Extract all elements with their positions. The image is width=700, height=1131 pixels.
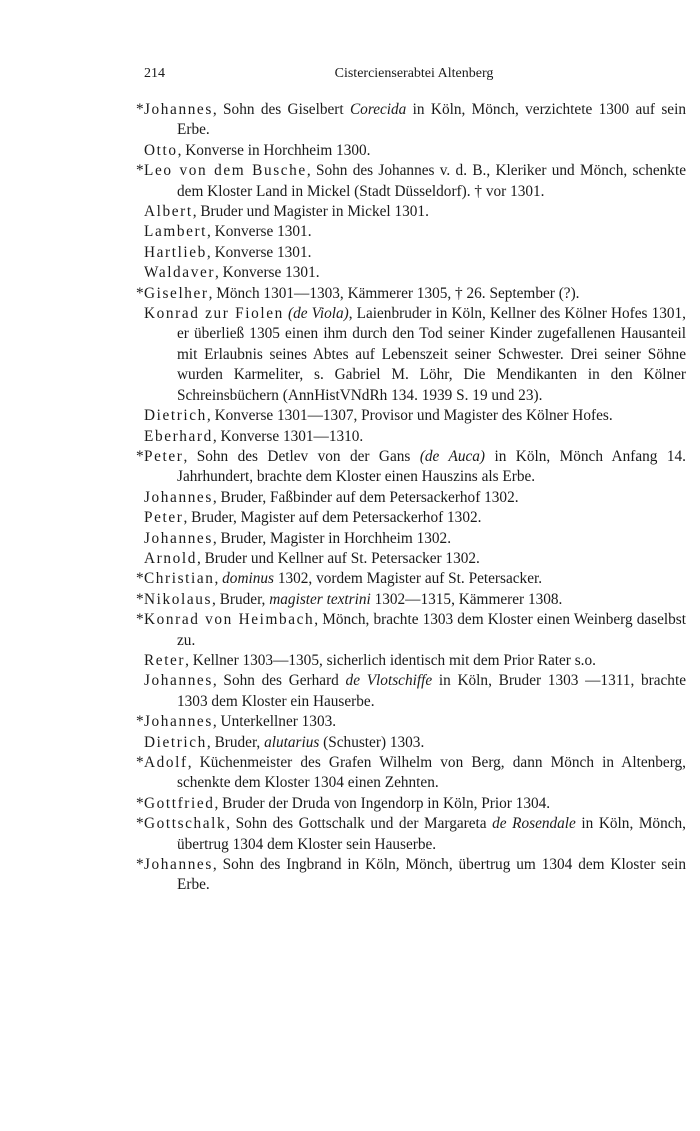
entry-name: Giselher <box>144 284 209 302</box>
register-entry <box>136 814 686 855</box>
entry-name: Hartlieb <box>144 243 207 261</box>
running-title: Cistercienserabtei Altenberg <box>334 66 494 81</box>
entry-name: Christian <box>144 570 215 588</box>
entry-text: , Bruder und Kellner auf St. Petersacker 1302. <box>196 549 480 567</box>
entry-text: (Schuster) 1303. <box>319 733 425 751</box>
entry-text: , Bruder und Magister in Mickel 1301. <box>192 203 429 221</box>
entry-italic-term: magister textrini <box>269 590 371 608</box>
register-entry <box>144 651 686 671</box>
register-entry <box>136 753 686 794</box>
register-entry <box>144 549 686 569</box>
entry-name: Reter <box>144 651 186 669</box>
entry-text: 1302—1315, Kämmerer 1308. <box>370 590 563 608</box>
entry-name: Peter <box>144 509 184 527</box>
entry-text: , Bruder, Magister auf dem Petersackerhof 1302. <box>183 509 482 527</box>
entry-text: , Sohn des Johannes v. d. B., Kleriker und Mönch, schenkte dem Kloster Land in Mickel (Stadt Düsseldorf). † vor 1301. <box>177 162 686 200</box>
entry-text: , Bruder, Faßbinder auf dem Petersackerhof 1302. <box>212 488 519 506</box>
register-entry <box>144 304 686 406</box>
register-entry <box>136 590 686 610</box>
entry-text: , Sohn des Gottschalk und der Margareta <box>226 815 493 833</box>
entry-star-marker: * <box>136 611 144 629</box>
entry-name: Johannes <box>144 713 213 731</box>
register-entry <box>136 794 686 814</box>
entry-name: Johannes <box>144 672 213 690</box>
entry-name: Konrad von Heimbach <box>144 611 315 629</box>
register-entry <box>136 284 686 304</box>
entry-star-marker: * <box>136 284 144 302</box>
entry-text: in Köln, Mönch Anfang 14. Jahrhundert, brachte dem Kloster einen Hauszins als Erbe. <box>177 447 686 486</box>
entry-italic-term: dominus <box>222 570 274 588</box>
register-entry <box>144 488 686 508</box>
entry-star-marker: * <box>136 856 144 874</box>
entry-text: , Konverse 1301. <box>215 264 320 282</box>
entry-name: Konrad zur Fiolen <box>144 305 284 323</box>
entry-text: , Mönch, brachte 1303 dem Kloster einen Weinberg daselbst zu. <box>177 611 686 649</box>
entry-italic-term: (de Viola) <box>287 305 349 323</box>
register-entry <box>136 569 686 589</box>
register-entry <box>136 447 686 488</box>
entry-star-marker: * <box>136 794 144 812</box>
entry-text: in Köln, Bruder 1303 —1311, brachte 1303 dem Kloster ein Hauserbe. <box>177 672 686 710</box>
entry-name: Gottfried <box>144 794 215 812</box>
entry-star-marker: * <box>136 570 144 588</box>
entry-name: Johannes <box>144 101 213 118</box>
entry-text: 1302, vordem Magister auf St. Petersacker. <box>274 570 543 588</box>
entry-star-marker: * <box>136 590 144 608</box>
register-entry <box>144 222 686 242</box>
entry-italic-term: de Rosendale <box>492 815 576 833</box>
entry-name: Johannes <box>144 529 213 547</box>
entry-name: Johannes <box>144 856 213 874</box>
page-header <box>144 66 684 88</box>
entry-text: , Bruder, <box>206 733 265 751</box>
page-number: 214 <box>144 66 165 81</box>
register-entries <box>136 100 686 896</box>
register-entry <box>144 529 686 549</box>
entry-name: Leo von dem Busche <box>144 162 307 180</box>
entry-text: , Kellner 1303—1305, sicherlich identisch mit dem Prior Rater s.o. <box>185 651 596 669</box>
entry-text: , Mönch 1301—1303, Kämmerer 1305, † 26. September (?). <box>208 284 580 302</box>
entry-star-marker: * <box>136 754 144 771</box>
register-entry <box>144 141 686 161</box>
entry-text: in Köln, Mönch, verzichtete 1300 auf sein Erbe. <box>177 101 686 139</box>
entry-italic-term: alutarius <box>264 733 320 751</box>
entry-text: , Bruder, <box>212 590 270 608</box>
entry-text: , Konverse 1301. <box>206 243 312 261</box>
entry-name: Otto <box>144 141 178 159</box>
entry-name: Dietrich <box>144 733 207 751</box>
entry-text: , Bruder der Druda von Ingendorp in Köln, Prior 1304. <box>214 794 551 812</box>
entry-text: , Bruder, Magister in Horchheim 1302. <box>212 529 452 547</box>
register-entry <box>136 855 686 896</box>
register-entry <box>136 712 686 732</box>
entry-text: , Sohn des Detlev von der Gans <box>183 447 420 465</box>
register-entry <box>136 100 686 141</box>
entry-text: , Küchenmeister des Grafen Wilhelm von Berg, dann Mönch in Altenberg, schenkte dem Kloster 1304 einen Zehnten. <box>177 754 686 792</box>
entry-star-marker: * <box>136 815 144 833</box>
register-entry <box>144 427 686 447</box>
entry-text: , Konverse in Horchheim 1300. <box>177 141 371 159</box>
entry-text: in Köln, Mönch, übertrug 1304 dem Kloster sein Hauserbe. <box>177 815 686 853</box>
register-entry <box>136 610 686 651</box>
entry-text: , Unterkellner 1303. <box>212 713 337 731</box>
entry-name: Johannes <box>144 488 213 506</box>
entry-name: Albert <box>144 203 193 221</box>
entry-name: Peter <box>144 447 184 465</box>
entry-text: , Laienbruder in Köln, Kellner des Kölner Hofes 1301, er überließ 1305 einen ihm durch den Tod seiner Kinder zugefallenen Hausanteil mit Erlaubnis seines Abtes auf Lebenszeit seiner Schwester. Drei seiner Söhne wurden Karmeliter, s. Gabriel M. Löhr, Die Mendikanten in den Kölner Schreinsbüchern (AnnHistVNdRh 134. 1939 S. 19 und 23). <box>177 305 686 404</box>
entry-star-marker: * <box>136 101 144 118</box>
register-entry <box>144 406 686 426</box>
entry-name: Dietrich <box>144 407 207 425</box>
entry-name: Arnold <box>144 549 197 567</box>
register-entry <box>144 508 686 528</box>
entry-star-marker: * <box>136 447 144 465</box>
register-entry <box>136 161 686 202</box>
entry-italic-term: Corecida <box>349 101 407 118</box>
entry-star-marker: * <box>136 713 144 731</box>
register-entry <box>144 263 686 283</box>
entry-text: , Sohn des Giselbert <box>212 101 350 118</box>
entry-name: Eberhard <box>144 427 213 445</box>
register-entry <box>144 202 686 222</box>
entry-text: , Konverse 1301—1307, Provisor und Magister des Kölner Hofes. <box>206 407 613 425</box>
register-entry <box>144 733 686 753</box>
entry-name: Lambert <box>144 223 208 241</box>
entry-name: Waldaver <box>144 264 216 282</box>
entry-text: , Konverse 1301. <box>207 223 312 241</box>
entry-name: Adolf <box>144 754 188 771</box>
register-entry <box>144 671 686 712</box>
entry-name: Nikolaus <box>144 590 213 608</box>
entry-text: , Konverse 1301—1310. <box>212 427 364 445</box>
entry-star-marker: * <box>136 162 144 180</box>
entry-text: , Sohn des Ingbrand in Köln, Mönch, übertrug um 1304 dem Kloster sein Erbe. <box>177 856 686 894</box>
entry-name: Gottschalk <box>144 815 227 833</box>
entry-italic-term: (de Auca) <box>419 447 486 465</box>
entry-italic-term: de Vlotschiffe <box>345 672 433 690</box>
register-entry <box>144 243 686 263</box>
entry-text: , <box>214 570 223 588</box>
entry-text: , Sohn des Gerhard <box>212 672 346 690</box>
